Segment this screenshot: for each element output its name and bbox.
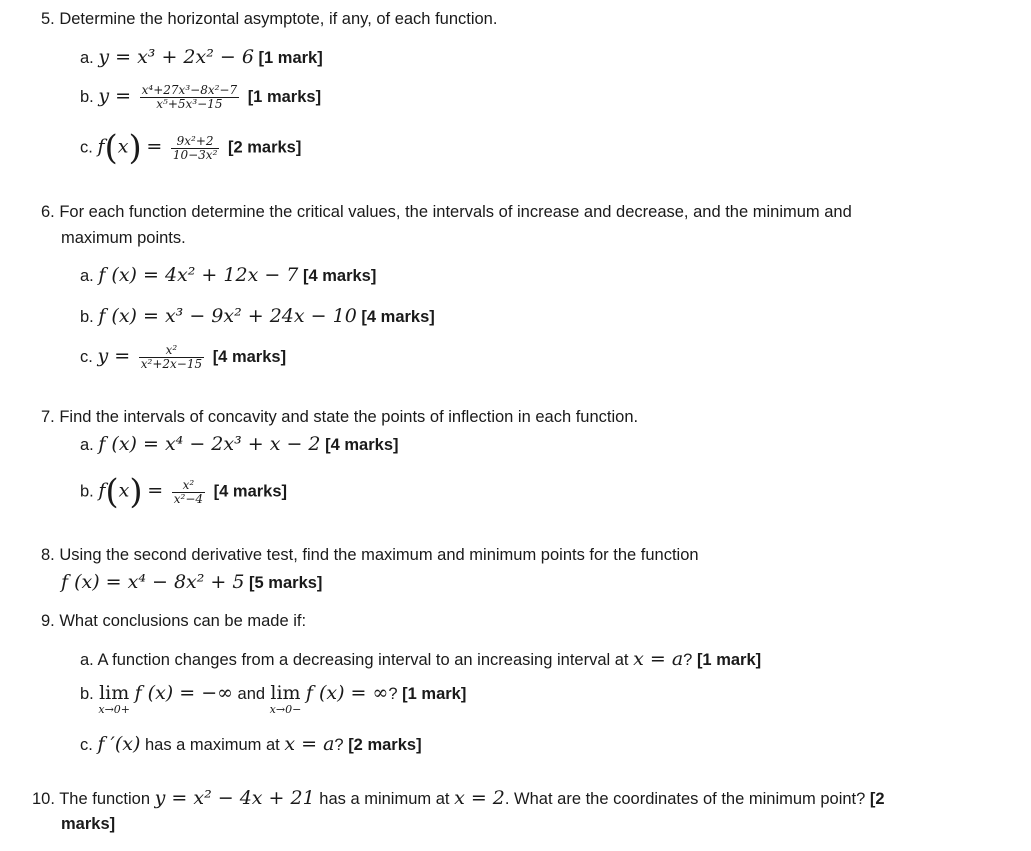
q5a-expression: y = x³ + 2x² − 6 (98, 46, 254, 68)
q8-marks: [5 marks] (249, 574, 323, 592)
q7a-expression: f (x) = x⁴ − 2x³ + x − 2 (98, 433, 321, 455)
q7a-marks: [4 marks] (325, 436, 399, 454)
q9a-expression: x = a (633, 648, 684, 670)
q9a-text: A function changes from a decreasing interval to an increasing interval at (97, 651, 629, 669)
q5b-numerator: x⁴+27x³−8x²−7 (141, 83, 238, 97)
q6b (80, 305, 435, 327)
q9c (80, 733, 422, 755)
q10-marks-part2: marks] (61, 815, 116, 833)
q6a-expression: f (x) = 4x² + 12x − 7 (98, 264, 299, 286)
q10-x-value: x = 2 (454, 787, 505, 809)
q9c-label: c. (80, 736, 93, 754)
q9b-expression-2: f (x) = ∞ (305, 682, 389, 704)
q8-title: 8. Using the second derivative test, find the maximum and minimum points for the function (41, 546, 699, 564)
q5b-denominator: x⁵+5x³−15 (156, 97, 223, 111)
q7b-numerator: x² (172, 479, 205, 493)
q6c-marks: [4 marks] (212, 347, 287, 366)
q9b-question-mark: ? (388, 685, 398, 703)
q6c-numerator: x² (139, 344, 204, 358)
q9b-expression-1: f (x) = −∞ (134, 682, 233, 704)
q6a-label: a. (80, 267, 94, 285)
q5c-label: c. (80, 138, 93, 157)
q9-title: 9. What conclusions can be made if: (41, 612, 307, 630)
q9a-question-mark: ? (683, 651, 693, 669)
q6c-denominator: x²+2x−15 (140, 357, 203, 371)
q5c-argument: x (117, 135, 129, 158)
q6c-fraction (139, 344, 204, 371)
q7b-label: b. (80, 482, 94, 501)
q9c-question-mark: ? (334, 736, 344, 754)
q10-marks-part1: [2 (869, 790, 885, 808)
q6b-marks: [4 marks] (361, 308, 435, 326)
q10-line1 (32, 787, 885, 809)
q9b-lim1-word: lim (99, 682, 130, 704)
q10-prefix: 10. The function (32, 790, 151, 808)
q5a-marks: [1 mark] (258, 49, 323, 67)
q6c (80, 344, 286, 371)
q10-mid-text: has a minimum at (319, 790, 450, 808)
q6b-expression: f (x) = x³ − 9x² + 24x − 10 (98, 305, 357, 327)
q5a-label: a. (80, 49, 94, 67)
q5c: c. f(x) = $\frac{\text{9x²+2}}{\text{10−3x²}}$ [2 marks] (80, 128, 302, 168)
q5c-fraction (171, 135, 220, 162)
q9c-derivative: f ′(x) (97, 733, 141, 755)
q5b-label: b. (80, 87, 94, 106)
q9b-label: b. (80, 685, 94, 703)
q7-title: 7. Find the intervals of concavity and state the points of inflection in each function. (41, 408, 639, 426)
q7b-marks: [4 marks] (213, 482, 288, 501)
q6-title-line2: maximum points. (61, 229, 186, 247)
q5c-equals: = (146, 135, 163, 158)
q7b-equals: = (147, 479, 164, 502)
q5c-marks: [2 marks] (227, 138, 302, 157)
q5c-numerator: 9x²+2 (171, 135, 220, 149)
q7a (80, 433, 399, 455)
q9b-lim2-word: lim (270, 682, 301, 704)
q9a (80, 648, 761, 670)
q5-title: 5. Determine the horizontal asymptote, if any, of each function. (41, 10, 498, 28)
q9b-limit-1 (98, 682, 130, 715)
q9b-lim1-subscript: x→0+ (98, 703, 130, 716)
q9a-marks: [1 mark] (696, 651, 762, 669)
q5a (80, 46, 323, 68)
q9c-expression: x = a (284, 733, 335, 755)
q5b-lhs: y = (98, 84, 132, 107)
q8-function (61, 571, 322, 593)
q10-expression: y = x² − 4x + 21 (154, 787, 315, 809)
q7b: b. f(x) = $\frac{\text{x²}}{\text{x²−4}}$ [4 marks] (80, 472, 288, 512)
q9a-label: a. (80, 651, 94, 669)
q6-title-line1: 6. For each function determine the critical values, the intervals of increase and decrease, and the minimum and (41, 203, 852, 221)
q7b-argument: x (118, 479, 130, 502)
q7b-function-name: f (98, 479, 106, 502)
q8-expression: f (x) = x⁴ − 8x² + 5 (61, 571, 245, 593)
q7b-denominator: x²−4 (173, 491, 204, 506)
q9b-and: and (237, 685, 266, 703)
q6c-label: c. (80, 347, 93, 366)
q9b-lim2-subscript: x→0− (269, 703, 302, 716)
q9c-text: has a maximum at (144, 736, 280, 754)
q6b-label: b. (80, 308, 94, 326)
q6a-marks: [4 marks] (302, 267, 377, 285)
q6a (80, 264, 376, 286)
q9b-marks: [1 mark] (402, 685, 467, 703)
q9b-limit-2 (270, 682, 302, 715)
q5c-function-name: f (97, 135, 105, 158)
q6c-lhs: y = (97, 344, 131, 367)
q5c-denominator: 10−3x² (172, 147, 218, 162)
q10-suffix: . What are the coordinates of the minimum point? (504, 790, 866, 808)
q7b-fraction (172, 479, 205, 506)
q5b (80, 84, 321, 111)
q5b-marks: [1 marks] (247, 87, 322, 106)
q9c-marks: [2 marks] (348, 736, 422, 754)
q7a-label: a. (80, 436, 94, 454)
q5b-fraction (140, 84, 239, 111)
q9b (80, 682, 466, 715)
